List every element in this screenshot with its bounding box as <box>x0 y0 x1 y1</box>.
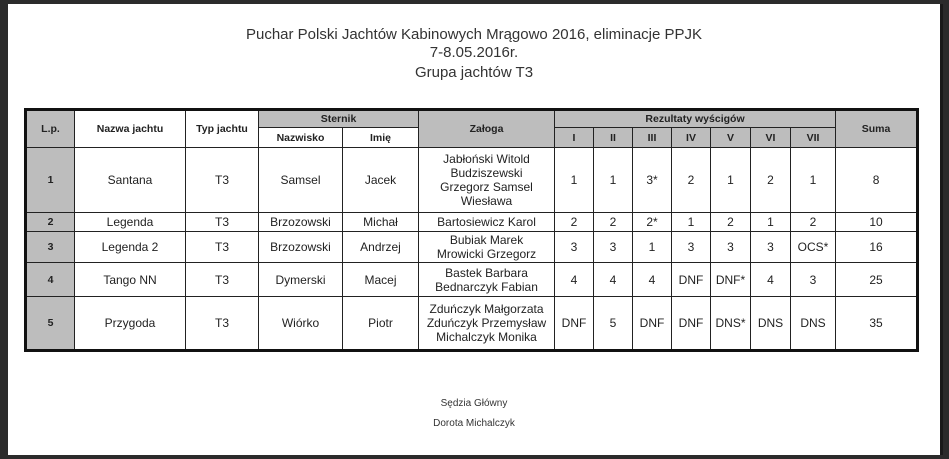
helmsman-surname: Brzozowski <box>259 232 343 263</box>
race-result: 1 <box>633 232 672 263</box>
race-result: 4 <box>751 263 791 297</box>
row-lp: 2 <box>26 213 75 232</box>
crew-member: Zduńczyk Przemysław <box>426 316 547 330</box>
race-result: 4 <box>633 263 672 297</box>
race-result: 2 <box>555 213 594 232</box>
crew-cell <box>419 232 555 263</box>
yacht-type: T3 <box>186 148 259 213</box>
crew-member: Bastek Barbara <box>445 265 528 280</box>
yacht-name: Legenda 2 <box>75 232 186 263</box>
header-race: I <box>555 128 594 148</box>
race-result: 2 <box>791 213 836 232</box>
table-row <box>26 297 918 351</box>
race-result: 2 <box>594 213 633 232</box>
table-row <box>26 232 918 263</box>
sum-value: 10 <box>836 213 918 232</box>
yacht-type: T3 <box>186 263 259 297</box>
race-result: 5 <box>594 297 633 351</box>
race-result: 2 <box>751 148 791 213</box>
race-result: 1 <box>594 148 633 213</box>
race-result: DNF <box>555 297 594 351</box>
crew-member: Bartosiewicz Karol <box>437 215 536 229</box>
race-result: OCS* <box>791 232 836 263</box>
row-lp: 1 <box>26 148 75 213</box>
race-result: DNF <box>672 263 711 297</box>
helmsman-firstname: Andrzej <box>343 232 419 263</box>
helmsman-surname: Wiórko <box>259 297 343 351</box>
results-sheet <box>8 4 943 455</box>
race-result: 1 <box>711 148 751 213</box>
yacht-name: Legenda <box>75 213 186 232</box>
race-result: 2 <box>711 213 751 232</box>
helmsman-firstname: Michał <box>343 213 419 232</box>
sum-value: 8 <box>836 148 918 213</box>
crew-member: Grzegorz Samsel <box>440 180 533 194</box>
crew-member: Mrowicki Grzegorz <box>436 247 537 261</box>
document-title: Puchar Polski Jachtów Kabinowych Mrągowo 2016, eliminacje PPJK <box>245 26 703 43</box>
judge-name: Dorota Michalczyk <box>433 418 515 429</box>
race-result: DNS <box>751 297 791 351</box>
header-crew: Załoga <box>419 110 555 148</box>
header-race: III <box>633 128 672 148</box>
header-lp: L.p. <box>26 110 75 148</box>
header-surname: Nazwisko <box>259 128 343 148</box>
race-result: DNS <box>791 297 836 351</box>
race-result: 4 <box>555 263 594 297</box>
yacht-name: Przygoda <box>75 297 186 351</box>
header-race: VII <box>791 128 836 148</box>
crew-member: Wiesława <box>460 194 513 208</box>
helmsman-surname: Brzozowski <box>259 213 343 232</box>
helmsman-surname: Dymerski <box>259 263 343 297</box>
table-row <box>26 213 918 232</box>
yacht-name: Santana <box>75 148 186 213</box>
judge-label: Sędzia Główny <box>440 398 508 409</box>
header-helmsman: Sternik <box>259 110 419 128</box>
table-header <box>26 110 918 148</box>
crew-cell <box>419 213 555 232</box>
yacht-type: T3 <box>186 232 259 263</box>
race-result: 1 <box>672 213 711 232</box>
race-result: 3 <box>791 263 836 297</box>
crew-cell <box>419 263 555 297</box>
row-lp: 3 <box>26 232 75 263</box>
race-result: DNF <box>633 297 672 351</box>
helmsman-firstname: Jacek <box>343 148 419 213</box>
row-lp: 5 <box>26 297 75 351</box>
crew-member: Bednarczyk Fabian <box>435 279 538 294</box>
race-result: 3 <box>555 232 594 263</box>
yacht-name: Tango NN <box>75 263 186 297</box>
crew-cell <box>419 297 555 351</box>
crew-member: Budziszewski <box>450 166 523 180</box>
race-result: 1 <box>555 148 594 213</box>
header-sum: Suma <box>836 110 918 148</box>
race-result: DNS* <box>711 297 751 351</box>
results-table <box>24 108 919 352</box>
document-group: Grupa jachtów T3 <box>414 64 534 81</box>
crew-member: Michalczyk Monika <box>436 330 537 344</box>
race-result: 1 <box>791 148 836 213</box>
header-race: IV <box>672 128 711 148</box>
race-result: DNF* <box>711 263 751 297</box>
race-result: 3* <box>633 148 672 213</box>
helmsman-firstname: Macej <box>343 263 419 297</box>
table-row <box>26 263 918 297</box>
race-result: 3 <box>711 232 751 263</box>
header-race-results: Rezultaty wyścigów <box>555 110 836 128</box>
sum-value: 25 <box>836 263 918 297</box>
crew-member: Jabłoński Witold <box>443 152 530 166</box>
document-date: 7-8.05.2016r. <box>429 44 519 61</box>
race-result: 3 <box>751 232 791 263</box>
sum-value: 35 <box>836 297 918 351</box>
helmsman-surname: Samsel <box>259 148 343 213</box>
header-yacht-name: Nazwa jachtu <box>75 110 186 148</box>
race-result: DNF <box>672 297 711 351</box>
crew-member: Bubiak Marek <box>449 233 524 247</box>
header-firstname: Imię <box>343 128 419 148</box>
race-result: 2 <box>672 148 711 213</box>
race-result: 4 <box>594 263 633 297</box>
sum-value: 16 <box>836 232 918 263</box>
header-yacht-type: Typ jachtu <box>186 110 259 148</box>
row-lp: 4 <box>26 263 75 297</box>
yacht-type: T3 <box>186 297 259 351</box>
race-result: 3 <box>672 232 711 263</box>
yacht-type: T3 <box>186 213 259 232</box>
crew-member: Zduńczyk Małgorzata <box>429 302 544 316</box>
race-result: 1 <box>751 213 791 232</box>
helmsman-firstname: Piotr <box>343 297 419 351</box>
race-result: 3 <box>594 232 633 263</box>
header-race: VI <box>751 128 791 148</box>
crew-cell <box>419 148 555 213</box>
header-race: V <box>711 128 751 148</box>
table-row <box>26 148 918 213</box>
table-body <box>26 148 918 351</box>
race-result: 2* <box>633 213 672 232</box>
header-race: II <box>594 128 633 148</box>
